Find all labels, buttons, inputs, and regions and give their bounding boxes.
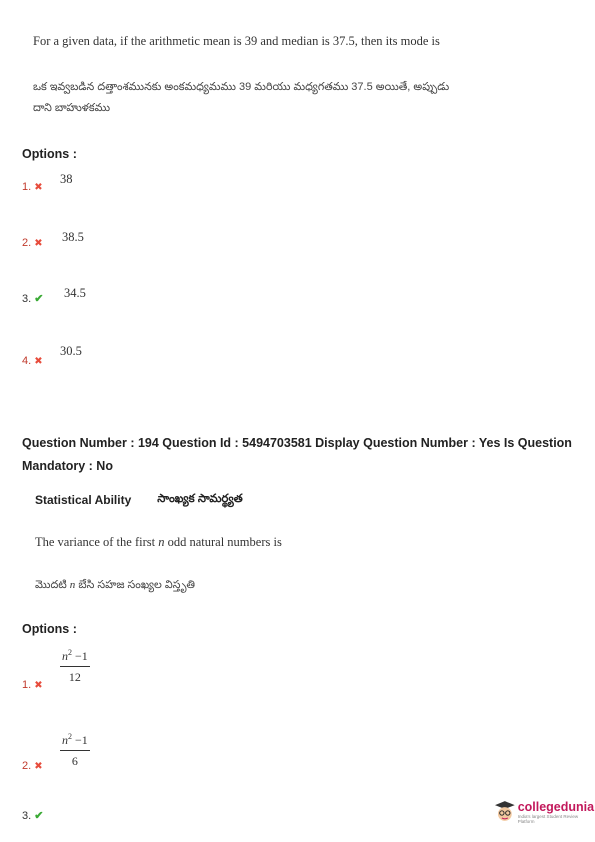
fraction-numerator: $n^2 -1$ [60, 648, 90, 667]
cross-icon: ✖ [34, 356, 43, 367]
telugu-line: దాని బాహుళకము [33, 101, 111, 114]
option-value: 34.5 [64, 286, 86, 300]
option-fraction [60, 732, 90, 769]
option-number: 1. ✖ [22, 181, 43, 193]
fraction-denominator: 6 [71, 754, 78, 768]
options-label: Options : [22, 147, 77, 161]
option-number: 4. ✖ [22, 355, 43, 367]
telugu-line: ఒక ఇవ్వబడిన దత్తాంశమునకు అంకమధ్యమము 39 మరియు మధ్యగతము 37.5 అయితే, అప్పుడు [33, 81, 450, 93]
cross-icon: ✖ [34, 761, 43, 772]
section-name: Statistical Ability [35, 493, 132, 507]
cross-icon: ✖ [34, 182, 43, 193]
fraction-numerator: $n^2 -1$ [60, 732, 90, 751]
variable-n: n [158, 535, 165, 549]
section-heading [35, 492, 243, 508]
logo-text: collegedunia [517, 800, 595, 814]
collegedunia-logo [494, 800, 595, 824]
logo-tagline: India's largest Student Review Platform [517, 814, 579, 824]
question-text: The variance of the first n odd natural numbers is [35, 535, 282, 549]
option-number: 1. ✖ [22, 679, 43, 691]
option-value: 38.5 [62, 230, 84, 244]
fraction-denominator: 12 [68, 670, 81, 684]
option-fraction [60, 648, 90, 685]
check-icon: ✔ [34, 810, 44, 822]
section-name-telugu: సాంఖ్యక సామర్థ్యత [157, 493, 243, 505]
option-number: 2. ✖ [22, 760, 43, 772]
option-number: 2. ✖ [22, 237, 43, 249]
question-text-telugu [33, 80, 449, 117]
option-number: 3. ✔ [22, 810, 44, 822]
student-mascot-icon [494, 800, 516, 824]
option-value: 38 [60, 172, 73, 186]
option-value: 30.5 [60, 344, 82, 358]
option-number: 3. ✔ [22, 293, 44, 305]
options-label: Options : [22, 622, 77, 636]
variable-n: n [69, 579, 76, 591]
question-text: For a given data, if the arithmetic mean is 39 and median is 37.5, then its mode is [33, 34, 440, 48]
cross-icon: ✖ [34, 238, 43, 249]
cross-icon: ✖ [34, 680, 43, 691]
check-icon: ✔ [34, 293, 44, 305]
question-meta: Question Number : 194 Question Id : 5494703581 Display Question Number : Yes Is Question Mandatory : No [22, 436, 572, 474]
question-text-telugu: మొదటి n బేసి సహజ సంఖ్యల విస్తృతి [35, 579, 196, 591]
